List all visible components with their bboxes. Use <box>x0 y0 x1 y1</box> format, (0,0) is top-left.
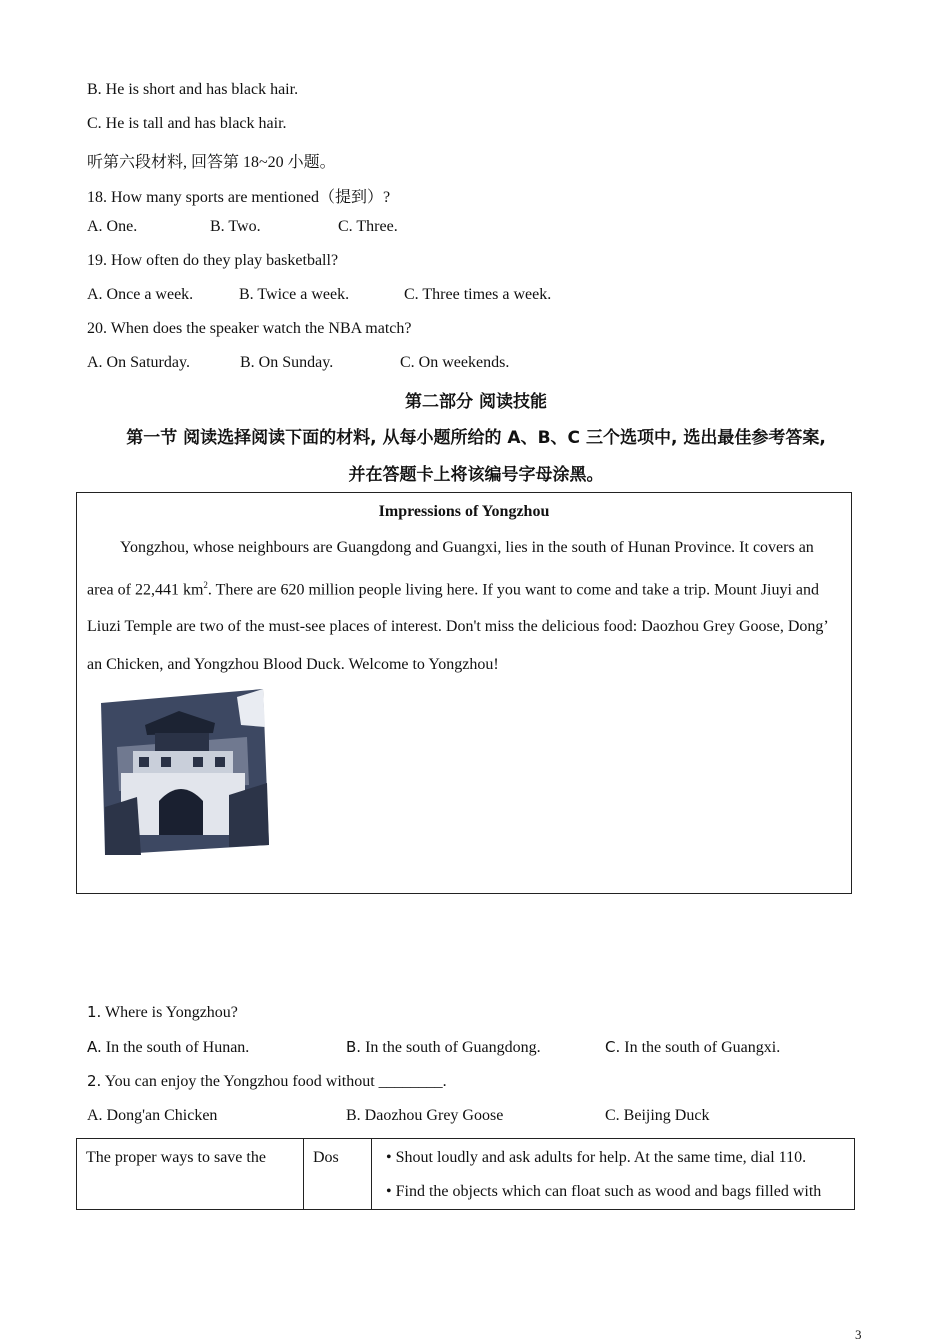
q18-option-a: A. One. <box>87 218 138 235</box>
q20-option-b: B. On Sunday. <box>240 354 334 371</box>
q1-option-a-letter: A. <box>87 1038 102 1056</box>
q17-option-c: C. He is tall and has black hair. <box>87 115 287 132</box>
q1-option-b-text: In the south of Guangdong. <box>365 1039 541 1056</box>
q1-line <box>87 1003 238 1022</box>
q1-option-b-letter: B. <box>346 1038 362 1056</box>
part2-instruction-line1: 第一节 阅读选择阅读下面的材料, 从每小题所给的 A、B、C 三个选项中, 选出最佳参考答案, <box>126 428 826 448</box>
bullet-dot-icon: • <box>386 1183 396 1200</box>
passage-box <box>76 492 852 894</box>
q2-option-c: C. Beijing Duck <box>605 1107 710 1124</box>
q19-option-b: B. Twice a week. <box>239 286 350 303</box>
q1-option-c-text: In the south of Guangxi. <box>624 1039 781 1056</box>
bullet-dot-icon: • <box>386 1149 396 1166</box>
q18-option-c: C. Three. <box>338 218 398 235</box>
bullet-item: • Find the objects which can float such as wood and bags filled with <box>386 1183 822 1200</box>
q1-option-a <box>87 1038 249 1057</box>
q1-option-a-text: In the south of Hunan. <box>105 1039 250 1056</box>
passage-superscript: 2 <box>203 579 208 590</box>
table-cell-bullets <box>372 1139 854 1209</box>
table-cell-topic: The proper ways to save the <box>77 1139 304 1209</box>
q20-stem: 20. When does the speaker watch the NBA match? <box>87 320 412 337</box>
q19-option-a: A. Once a week. <box>87 286 194 303</box>
part2-instruction-line2: 并在答题卡上将该编号字母涂黑。 <box>348 465 604 485</box>
page-number: 3 <box>855 1327 862 1342</box>
save-ways-table <box>76 1138 855 1210</box>
q1-stem: Where is Yongzhou? <box>105 1004 238 1021</box>
q17-option-b: B. He is short and has black hair. <box>87 81 299 98</box>
passage-title: Impressions of Yongzhou <box>378 503 550 520</box>
q2-option-b: B. Daozhou Grey Goose <box>346 1107 504 1124</box>
q19-stem: 19. How often do they play basketball? <box>87 252 339 269</box>
passage-body <box>87 529 839 683</box>
table-cell-dos: Dos <box>304 1139 372 1209</box>
q18-option-b: B. Two. <box>210 218 261 235</box>
section6-instruction: 听第六段材料, 回答第 18~20 小题。 <box>87 154 336 171</box>
q1-option-b <box>346 1038 541 1057</box>
q18-stem: 18. How many sports are mentioned（提到）? <box>87 189 391 206</box>
q1-option-c-letter: C. <box>605 1038 621 1056</box>
q19-option-c: C. Three times a week. <box>404 286 552 303</box>
q1-option-c <box>605 1038 780 1057</box>
q20-option-c: C. On weekends. <box>400 354 510 371</box>
q2-option-a: A. Dong'an Chicken <box>87 1107 218 1124</box>
yongzhou-gate-photo <box>97 687 272 867</box>
q20-option-a: A. On Saturday. <box>87 354 190 371</box>
part2-heading: 第二部分 阅读技能 <box>405 392 547 412</box>
passage-text-part1: Yongzhou, whose neighbours are Guangdong and Guangxi, lies in the south of Hunan Province. It covers an area of 22,441 km <box>87 539 814 598</box>
bullet-item: • Shout loudly and ask adults for help. At the same time, dial 110. <box>386 1149 807 1166</box>
passage-text-part2: . There are 620 million people living here. If you want to come and take a trip. Mount Jiuyi and Liuzi Temple are two of the must-see places of interest. Don't miss the delicious food: Daozhou Grey Goose, Dong’ an Chicken, and Yongzhou Blood Duck. Welcome to Yongzhou! <box>87 580 828 673</box>
q2-number: 2. <box>87 1072 102 1090</box>
q1-number: 1. <box>87 1003 102 1021</box>
q2-line <box>87 1072 447 1091</box>
q2-stem: You can enjoy the Yongzhou food without ________. <box>104 1073 447 1090</box>
